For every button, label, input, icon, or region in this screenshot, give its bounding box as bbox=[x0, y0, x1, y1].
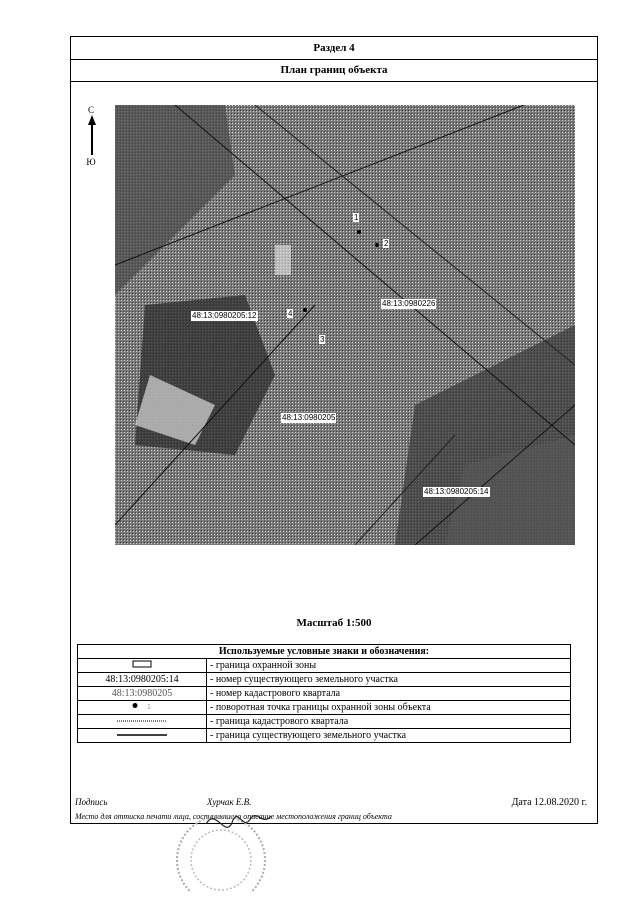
parcel-label: 48:13:0980205:12 bbox=[192, 311, 257, 320]
north-arrow bbox=[83, 105, 97, 205]
stamp-place-caption: Место для оттиска печати лица, составившего описание местоположения границ объекта bbox=[75, 812, 392, 821]
protection-zone-symbol bbox=[132, 660, 152, 668]
document-frame bbox=[70, 36, 598, 824]
north-label: С bbox=[87, 105, 94, 115]
legend-text: - граница существующего земельного участка bbox=[207, 729, 571, 743]
legend-row bbox=[78, 673, 571, 687]
legend-row bbox=[78, 659, 571, 673]
quarter-boundary-symbol bbox=[117, 718, 167, 724]
south-label: Ю bbox=[86, 157, 96, 167]
parcel-label: 48:13:0980205:14 bbox=[424, 487, 489, 496]
point-label: 2 bbox=[384, 239, 389, 248]
legend-text: - поворотная точка границы охранной зоны объекта bbox=[207, 701, 571, 715]
legend-text: - номер кадастрового квартала bbox=[207, 687, 571, 701]
parcel-number-symbol: 48:13:0980205:14 bbox=[78, 673, 207, 687]
satellite-map bbox=[115, 105, 575, 545]
legend-row bbox=[78, 715, 571, 729]
parcel-boundary-symbol bbox=[117, 732, 167, 738]
quarter-number-symbol: 48:13:0980205 bbox=[78, 687, 207, 701]
section-header: Раздел 4 bbox=[71, 37, 597, 60]
signer-name: Хурчак Е.В. bbox=[207, 797, 252, 807]
document-date: Дата 12.08.2020 г. bbox=[511, 797, 587, 808]
turning-point-symbol bbox=[127, 701, 157, 710]
legend-text: - граница охранной зоны bbox=[207, 659, 571, 673]
legend-text: - граница кадастрового квартала bbox=[207, 715, 571, 729]
legend-text: - номер существующего земельного участка bbox=[207, 673, 571, 687]
page-title: План границ объекта bbox=[71, 59, 597, 82]
point-label: 3 bbox=[320, 335, 325, 344]
scale-label: Масштаб 1:500 bbox=[296, 617, 372, 629]
point-label: 4 bbox=[288, 309, 293, 318]
legend-row bbox=[78, 729, 571, 743]
legend-row bbox=[78, 687, 571, 701]
quarter-label: 48:13:0980226 bbox=[382, 299, 436, 308]
legend-table bbox=[77, 644, 571, 743]
legend-row bbox=[78, 701, 571, 715]
point-label: 1 bbox=[354, 213, 359, 222]
north-arrow-icon bbox=[85, 115, 99, 195]
legend-title: Используемые условные знаки и обозначения: bbox=[78, 645, 571, 659]
quarter-label: 48:13:0980205 bbox=[282, 413, 336, 422]
stamp-seal bbox=[171, 802, 281, 892]
signature-label: Подпись bbox=[75, 797, 108, 807]
svg-text:1: 1 bbox=[147, 704, 151, 710]
